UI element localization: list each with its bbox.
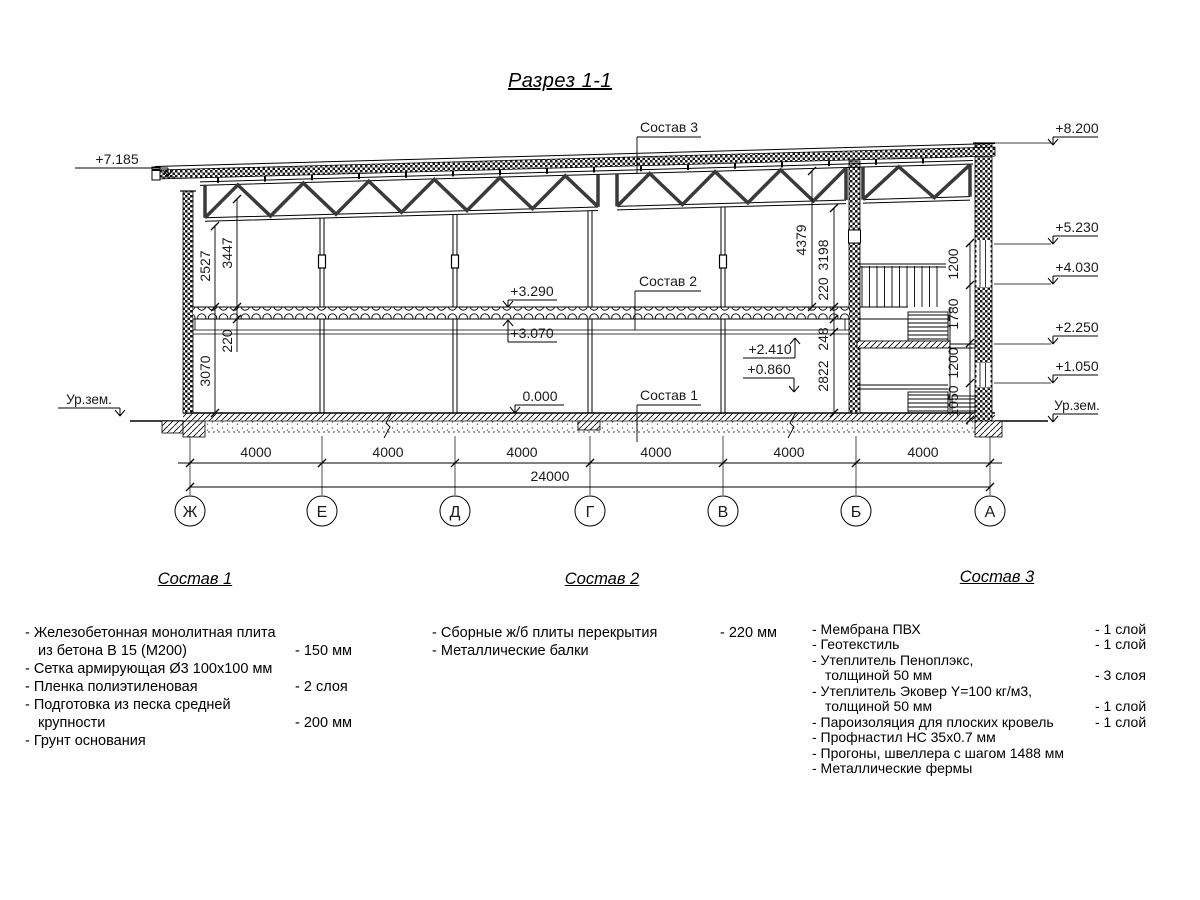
total-dim: 24000 [530, 468, 570, 484]
spec-title: Состав 3 [959, 568, 1035, 586]
eaves-channel [152, 167, 160, 180]
dim-label: 1200 [945, 248, 961, 280]
dim-label: 4379 [793, 224, 809, 256]
axis-label: Д [449, 504, 461, 521]
spec-item: - Геотекстиль - 1 слой [812, 636, 1147, 652]
elevation-label: +5.230 [1055, 219, 1099, 235]
spec-item: - Пароизоляция для плоских кровель - 1 слой [812, 713, 1147, 730]
dim-label: 220 [815, 277, 831, 301]
spec-item: - Прогоны, швеллера с шагом 1488 мм [812, 744, 1065, 761]
spec-item: - Сетка армирующая Ø3 100х100 мм [25, 661, 273, 677]
spec-item: - Утеплитель Пеноплэкс, толщиной 50 мм - 3 слоя [812, 651, 1146, 683]
span-dim: 4000 [506, 444, 538, 460]
bottom-dimensions [178, 436, 1002, 495]
spec-title: Состав 2 [564, 570, 640, 588]
callout-label: Состав 2 [638, 273, 698, 289]
stair-flight-upper [908, 312, 948, 341]
dim-label: 3198 [815, 239, 831, 271]
middle-wall [849, 161, 860, 413]
elevation-marks [58, 137, 1098, 422]
spec-item: - Грунт основания [25, 733, 146, 749]
elevation-label: +0.860 [747, 361, 791, 377]
spec-item: - Металлические балки [432, 643, 589, 659]
elevation-label: 0.000 [522, 388, 558, 404]
dim-label: 2527 [197, 250, 213, 282]
axis-label: Е [316, 504, 328, 521]
spec-item: - Утеплитель Эковер Y=100 кг/м3, толщиной 50 мм - 1 слой [812, 682, 1147, 714]
axis-label: Г [585, 504, 595, 521]
elevation-label: Ур.зем. [66, 392, 112, 407]
elevation-label: +8.200 [1055, 120, 1099, 136]
elevation-label: Ур.зем. [1054, 398, 1100, 413]
callouts [635, 119, 701, 442]
axis-bubbles [175, 496, 1005, 526]
dim-label: 1200 [945, 347, 961, 379]
dim-label: 220 [219, 329, 235, 353]
page-title: Разрез 1-1 [507, 70, 613, 92]
spec-block-sostav-3 [812, 570, 1182, 777]
span-dim: 4000 [907, 444, 939, 460]
dim-label: 1050 [945, 385, 961, 417]
left-wall [183, 191, 193, 413]
stair-landing [857, 341, 950, 348]
roof [152, 144, 995, 181]
elevation-label: +3.290 [510, 283, 554, 299]
dim-label: 3070 [197, 355, 213, 387]
floor-slab [130, 412, 1048, 438]
callout-label: Состав 1 [639, 387, 699, 403]
spec-item: - Железобетонная монолитная плита из бетона В 15 (М200) - 150 мм [25, 625, 353, 659]
dim-label: 1780 [945, 298, 961, 330]
spec-item: - Сборные ж/б плиты перекрытия - 220 мм [432, 625, 778, 641]
elevation-label: +1.050 [1055, 358, 1099, 374]
balusters [862, 266, 937, 307]
span-dim: 4000 [240, 444, 272, 460]
dim-label: 2822 [815, 360, 831, 392]
spec-item: - Мембрана ПВХ - 1 слой [812, 620, 1147, 637]
elevation-label: +7.185 [95, 151, 139, 167]
elevation-label: +2.410 [748, 341, 792, 357]
handrail [860, 264, 946, 267]
spec-block-sostav-1 [25, 570, 365, 750]
span-dim: 4000 [773, 444, 805, 460]
elevation-label: +4.030 [1055, 259, 1099, 275]
spec-item: - Подготовка из песка средней крупности - 200 мм [25, 697, 353, 731]
axis-label: В [717, 504, 729, 521]
spec-item: - Профнастил НС 35х0.7 мм [812, 729, 996, 745]
dim-label: 3447 [219, 237, 235, 269]
callout-label: Состав 3 [639, 119, 699, 135]
spec-block-sostav-2 [432, 570, 778, 660]
axis-label: Ж [182, 504, 198, 521]
span-dim: 4000 [640, 444, 672, 460]
spec-item: - Металлические фермы [812, 760, 973, 776]
spec-item: - Пленка полиэтиленовая - 2 слоя [25, 679, 348, 695]
axis-label: А [984, 504, 996, 521]
spec-title: Состав 1 [157, 570, 233, 588]
axis-label: Б [850, 504, 862, 521]
elevation-label: +2.250 [1055, 319, 1099, 335]
span-dim: 4000 [372, 444, 404, 460]
column-splice-plates [319, 255, 727, 268]
elevation-label: +3.070 [510, 325, 554, 341]
dim-label: 248 [815, 327, 831, 351]
